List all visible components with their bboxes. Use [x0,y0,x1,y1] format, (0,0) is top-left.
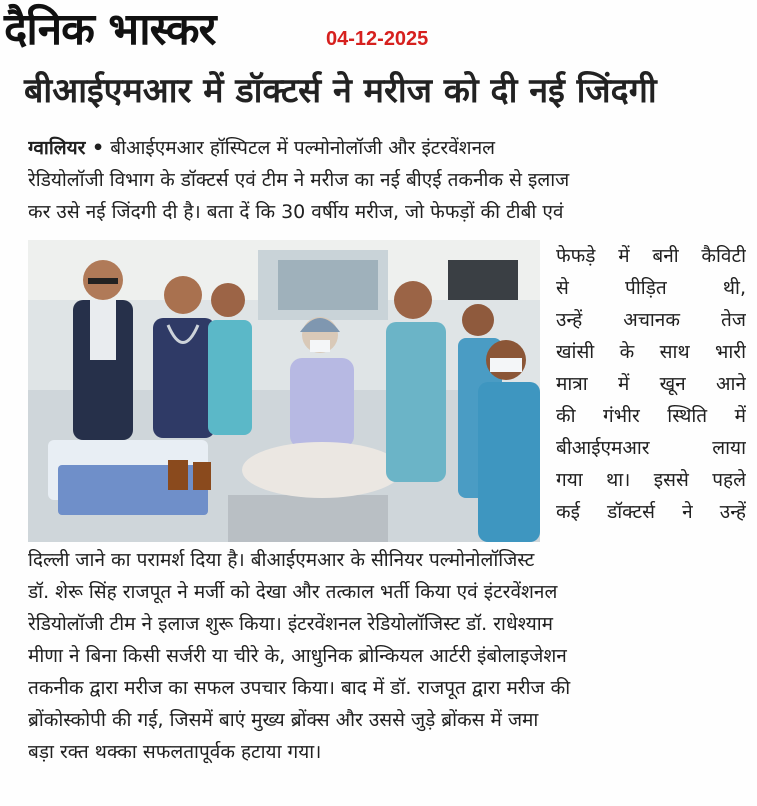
article-line: कर उसे नई जिंदगी दी है। बता दें कि 30 वर्षीय मरीज, जो फेफड़ों की टीबी एवं [28,201,564,223]
article-line: मीणा ने बिना किसी सर्जरी या चीरे के, आधुनिक ब्रोन्कियल आर्टरी इंबोलाइजेशन [28,645,567,667]
article-side-column [556,240,746,528]
article-line: बड़ा रक्त थक्का सफलतापूर्वक हटाया गया। [28,741,322,763]
article-line: से पीड़ित थी, [556,277,746,299]
article-line: की गंभीर स्थिति में [556,405,746,427]
article-line: गया था। इससे पहले [556,469,746,491]
article-line: दिल्ली जाने का परामर्श दिया है। बीआईएमआर के सीनियर पल्मोनोलॉजिस्ट [28,549,535,571]
article-line: ग्वालियर • बीआईएमआर हॉस्पिटल में पल्मोनोलॉजी और इंटरवेंशनल [28,137,496,159]
article-line: तकनीक द्वारा मरीज का सफल उपचार किया। बाद में डॉ. राजपूत द्वारा मरीज की [28,677,571,699]
newspaper-logo: दैनिक भास्कर [4,4,216,55]
article-line: डॉ. शेरू सिंह राजपूत ने मर्जी को देखा और तत्काल भर्ती किया एवं इंटरवेंशनल [28,581,558,603]
article-photo [28,240,540,542]
article-line: फेफड़े में बनी कैविटी [556,245,746,267]
article-line: ब्रोंकोस्कोपी की गई, जिसमें बाएं मुख्य ब्रोंक्स और उससे जुड़े ब्रोंकस में जमा [28,709,539,731]
dateline: ग्वालियर • [28,137,105,159]
article-intro [28,132,746,228]
article-line: मात्रा में खून आने [556,373,746,395]
article-headline: बीआईएमआर में डॉक्टर्स ने मरीज को दी नई जिंदगी [24,71,657,111]
article-line: कई डॉक्टर्स ने उन्हें [556,501,746,523]
masthead [4,4,753,66]
article-line: रेडियोलॉजी विभाग के डॉक्टर्स एवं टीम ने मरीज का नई बीएई तकनीक से इलाज [28,169,570,191]
article-line: रेडियोलॉजी टीम ने इलाज शुरू किया। इंटरवेंशनल रेडियोलॉजिस्ट डॉ. राधेश्याम [28,613,554,635]
hospital-team-photo [28,240,540,542]
edition-date: 04-12-2025 [326,28,429,50]
article-line: खांसी के साथ भारी [556,341,746,363]
article-line: बीआईएमआर लाया [556,437,746,459]
article-body [28,544,746,768]
article-line: उन्हें अचानक तेज [556,309,746,331]
